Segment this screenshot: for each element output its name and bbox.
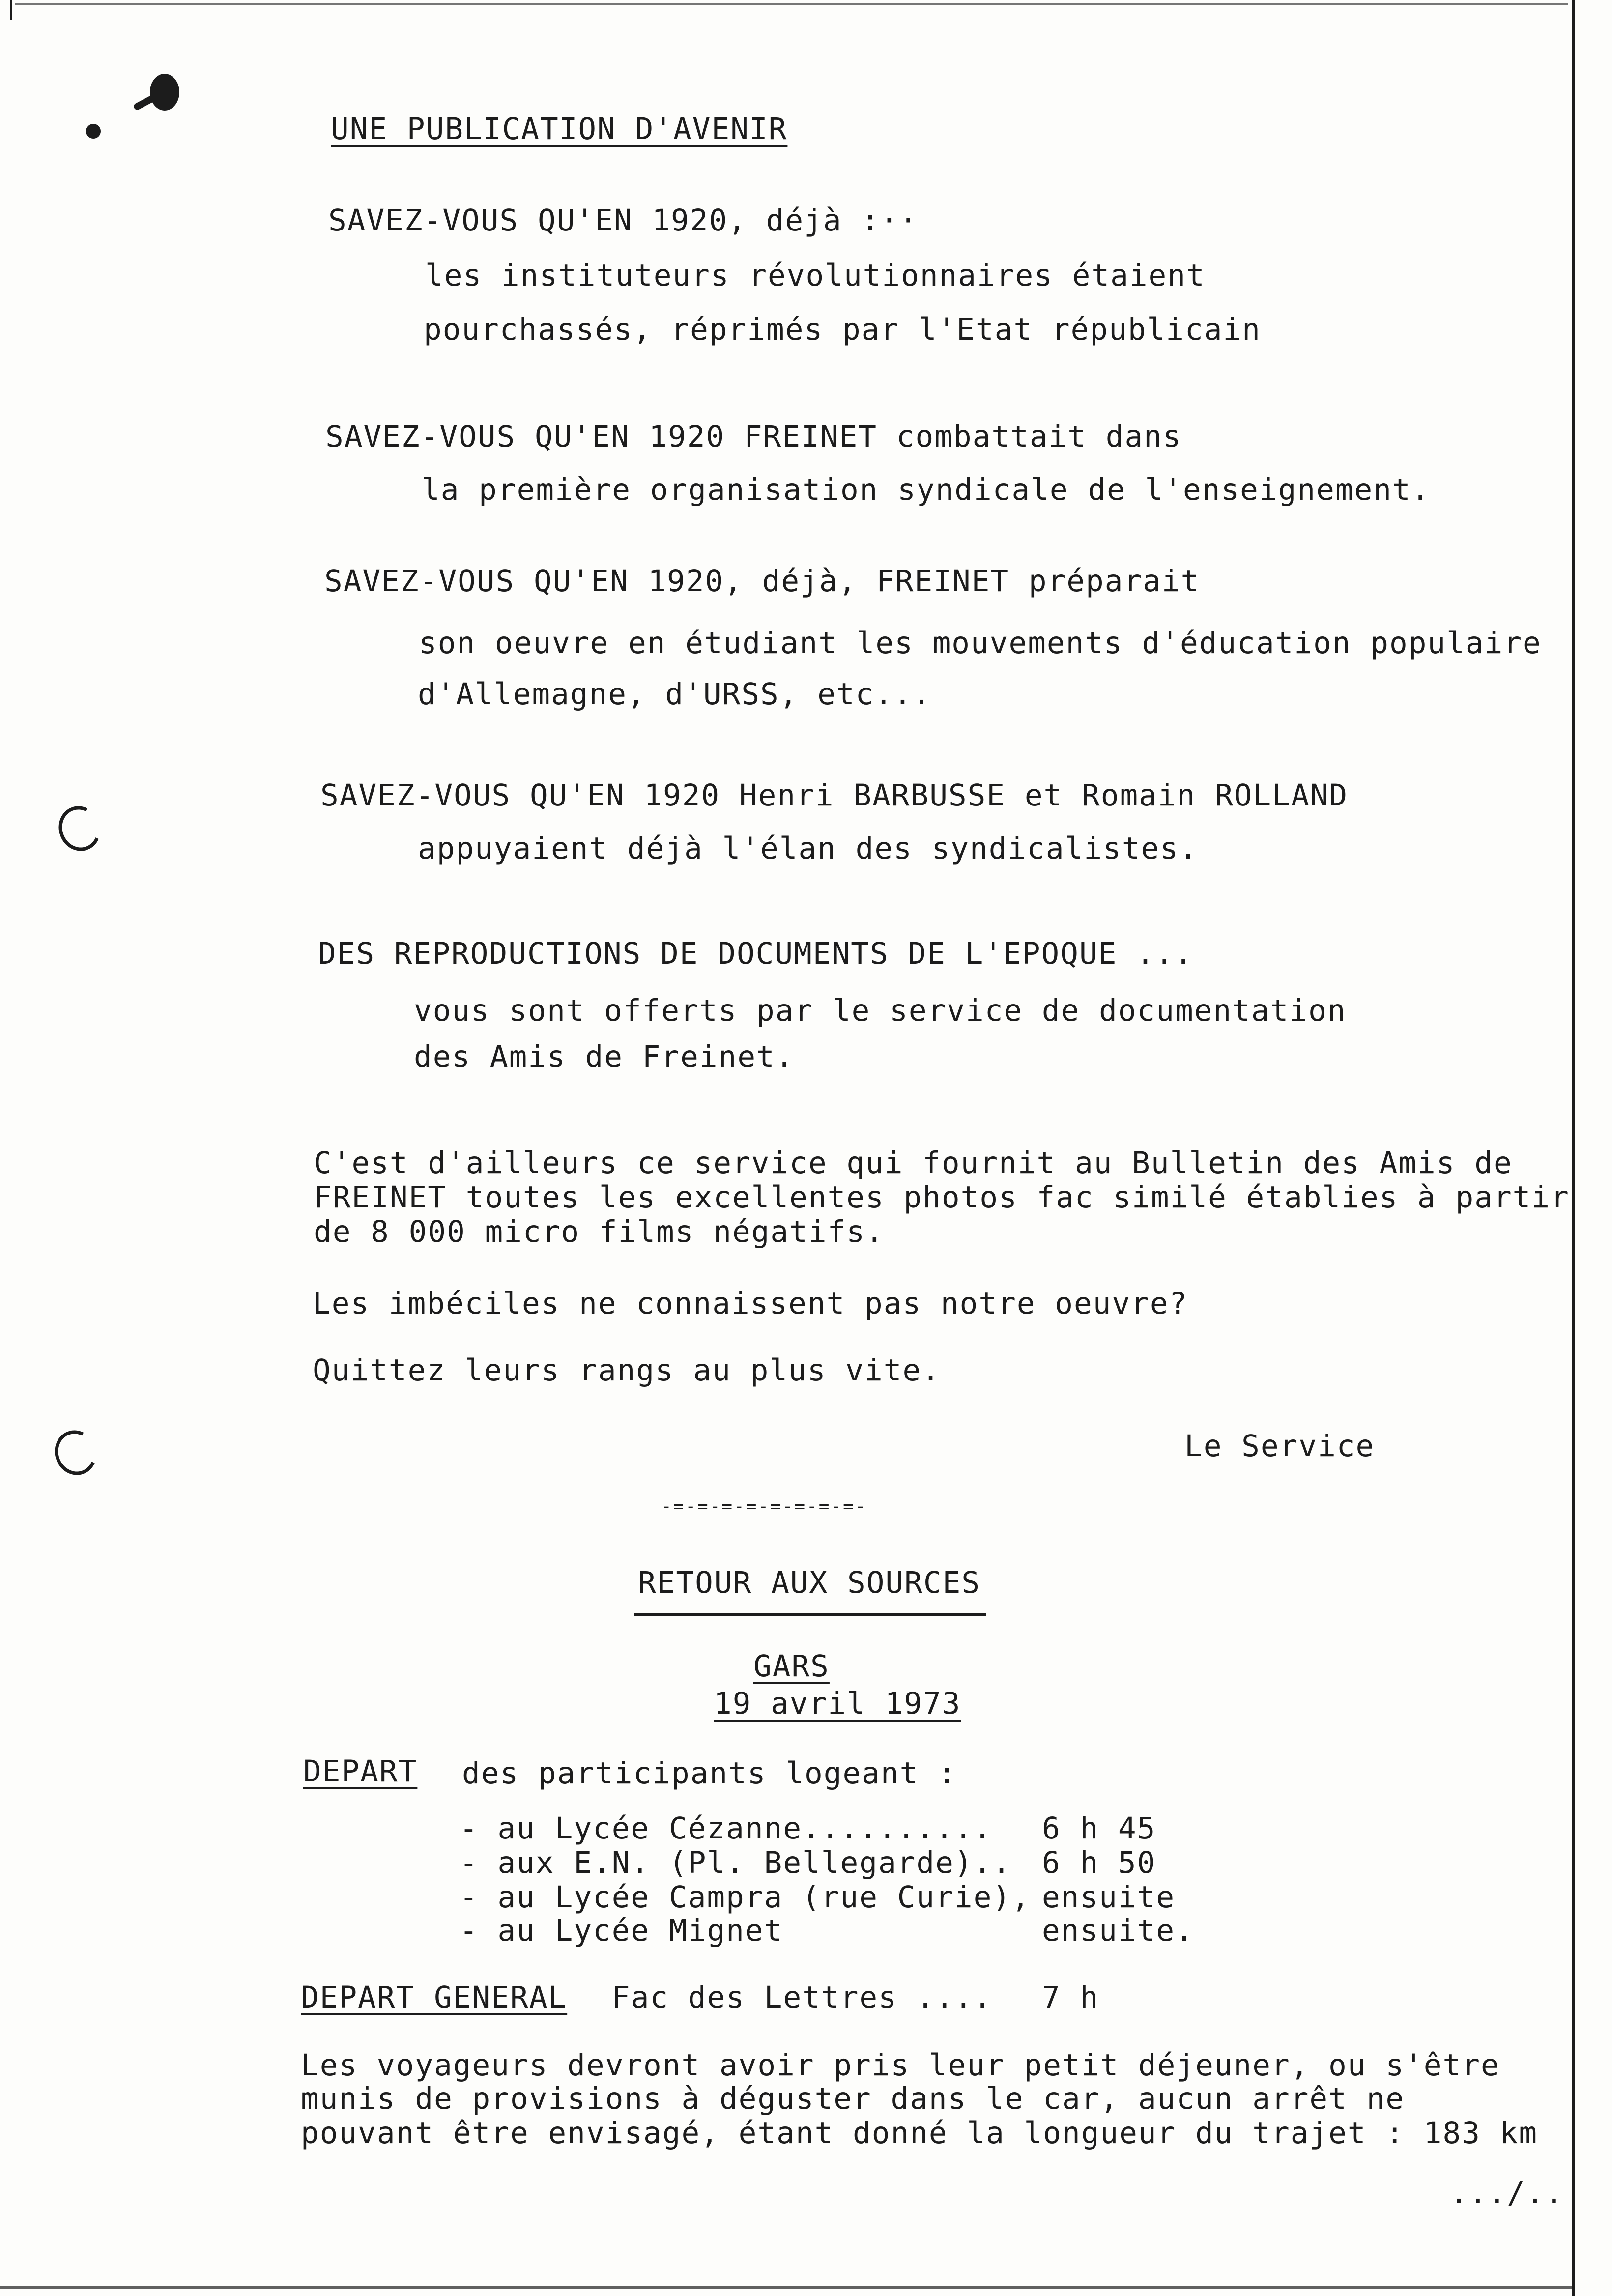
departure-time: 6 h 50 bbox=[1042, 1845, 1156, 1880]
departure-time: ensuite. bbox=[1042, 1913, 1194, 1948]
departure-place: - au Lycée Mignet bbox=[460, 1913, 783, 1948]
continuation-mark: .../.. bbox=[1450, 2176, 1564, 2210]
departure-time: 6 h 45 bbox=[1042, 1811, 1156, 1846]
right-border-line bbox=[1572, 0, 1575, 2296]
general-departure-time: 7 h bbox=[1042, 1980, 1099, 2015]
paragraph-line: les instituteurs révolutionnaires étaient bbox=[425, 258, 1206, 293]
paragraph-lead: SAVEZ-VOUS QU'EN 1920 FREINET combattait dans bbox=[325, 419, 1182, 454]
body-line: de 8 000 micro films négatifs. bbox=[314, 1214, 885, 1249]
left-corner-mark bbox=[10, 0, 12, 20]
departure-label: DEPART bbox=[303, 1754, 418, 1789]
body-line: C'est d'ailleurs ce service qui fournit au Bulletin des Amis de bbox=[314, 1146, 1513, 1180]
note-line: pouvant être envisagé, étant donné la longueur du trajet : 183 km bbox=[301, 2116, 1538, 2151]
departure-place: - au Lycée Campra (rue Curie), bbox=[460, 1880, 1031, 1915]
section-title: RETOUR AUX SOURCES bbox=[638, 1565, 981, 1600]
paragraph-line: vous sont offerts par le service de documentation bbox=[414, 993, 1347, 1028]
departure-intro: des participants logeant : bbox=[462, 1756, 957, 1791]
paragraph-line: appuyaient déjà l'élan des syndicalistes. bbox=[418, 831, 1198, 866]
departure-time: ensuite bbox=[1042, 1880, 1176, 1915]
punch-hole bbox=[53, 800, 107, 857]
paragraph-line: d'Allemagne, d'URSS, etc... bbox=[418, 677, 932, 712]
paragraph-lead: SAVEZ-VOUS QU'EN 1920, déjà, FREINET préparait bbox=[324, 564, 1200, 599]
ink-blot bbox=[150, 74, 179, 111]
section-separator: -=-=-=-=-=-=-=-=- bbox=[661, 1496, 867, 1517]
exhort-line: Quittez leurs rangs au plus vite. bbox=[313, 1353, 941, 1388]
general-departure-place: Fac des Lettres .... bbox=[612, 1980, 993, 2015]
departure-place: - aux E.N. (Pl. Bellegarde).. bbox=[460, 1845, 1012, 1880]
note-line: Les voyageurs devront avoir pris leur petit déjeuner, ou s'être bbox=[301, 2048, 1500, 2083]
paragraph-lead: DES REPRODUCTIONS DE DOCUMENTS DE L'EPOQUE ... bbox=[318, 936, 1194, 971]
bottom-scan-edge bbox=[0, 2286, 1575, 2289]
top-scan-edge bbox=[15, 3, 1568, 5]
paragraph-lead: SAVEZ-VOUS QU'EN 1920 Henri BARBUSSE et Romain ROLLAND bbox=[320, 778, 1349, 813]
departure-place: - au Lycée Cézanne.......... bbox=[460, 1811, 993, 1846]
paragraph-line: son oeuvre en étudiant les mouvements d'éducation populaire bbox=[419, 626, 1542, 660]
general-departure-label: DEPART GENERAL bbox=[301, 1980, 568, 2015]
paragraph-line: des Amis de Freinet. bbox=[414, 1039, 795, 1074]
paragraph-line: la première organisation syndicale de l'enseignement. bbox=[422, 472, 1431, 507]
trip-place: GARS bbox=[753, 1649, 830, 1684]
punch-hole bbox=[49, 1424, 103, 1481]
article-title: UNE PUBLICATION D'AVENIR bbox=[331, 112, 788, 146]
trip-date: 19 avril 1973 bbox=[714, 1686, 961, 1721]
paragraph-line: pourchassés, réprimés par l'Etat républicain bbox=[424, 312, 1261, 347]
signature: Le Service bbox=[1184, 1429, 1375, 1464]
paragraph-lead: SAVEZ-VOUS QU'EN 1920, déjà :·· bbox=[328, 203, 919, 238]
note-line: munis de provisions à déguster dans le car, aucun arrêt ne bbox=[301, 2081, 1405, 2116]
body-line: FREINET toutes les excellentes photos fac similé établies à partir bbox=[314, 1180, 1570, 1215]
question-line: Les imbéciles ne connaissent pas notre oeuvre? bbox=[313, 1286, 1188, 1321]
ink-blot bbox=[86, 124, 101, 139]
title-underline bbox=[634, 1613, 986, 1616]
